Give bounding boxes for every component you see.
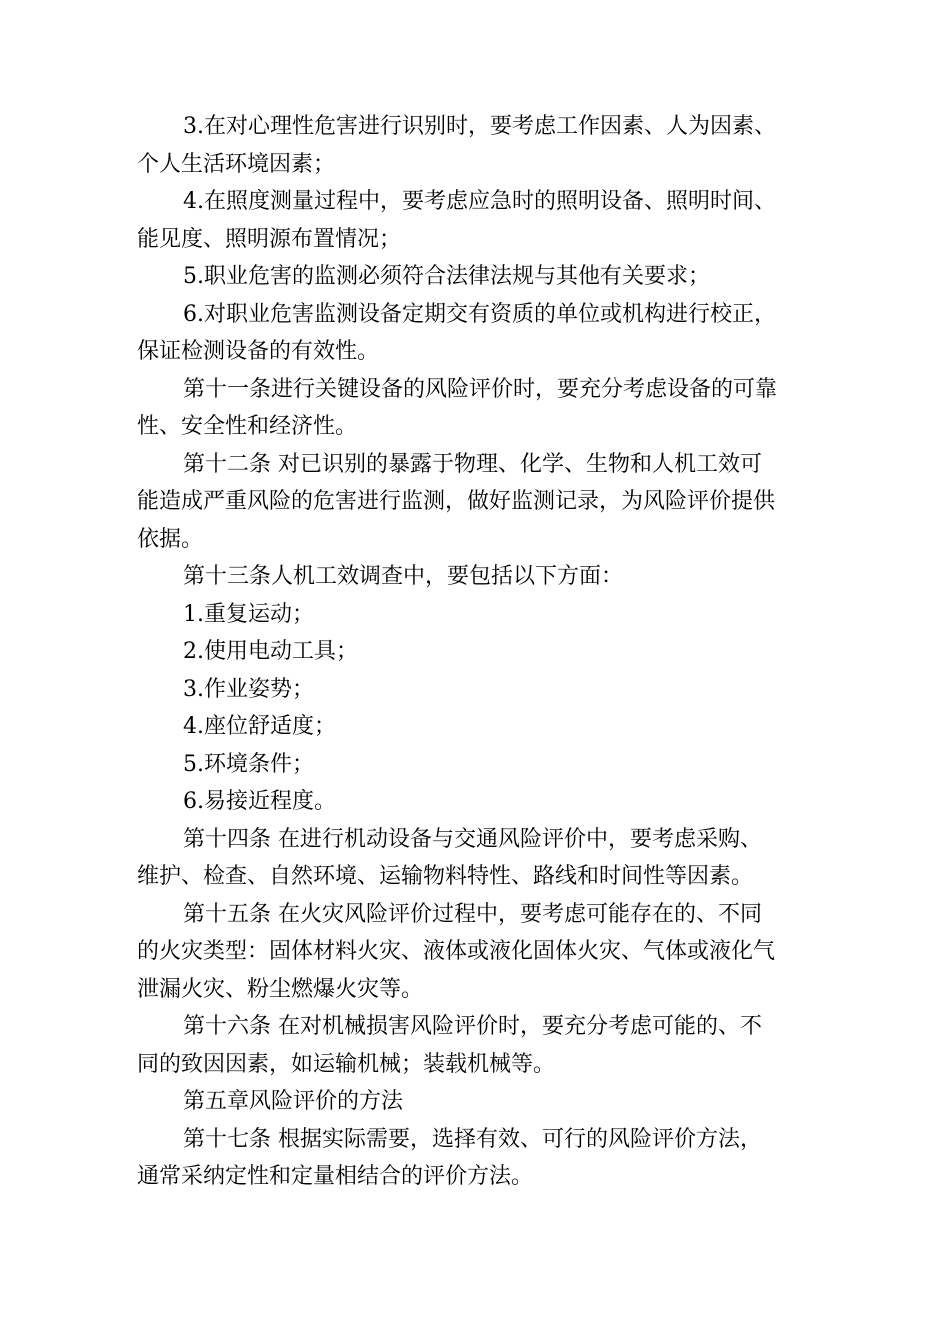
paragraph-line: 3.在对心理性危害进行识别时，要考虑工作因素、人为因素、 [183, 114, 776, 139]
paragraph [137, 671, 827, 709]
paragraph-line: 6.对职业危害监测设备定期交有资质的单位或机构进行校正， [183, 301, 776, 327]
paragraph [137, 708, 827, 746]
paragraph-line: 6.易接近程度。 [183, 789, 336, 814]
paragraph-line: 第十六条 在对机械损害风险评价时，要充分考虑可能的、不 [183, 1014, 762, 1039]
paragraph-line: 1.重复运动； [183, 601, 314, 627]
paragraph-line: 4.座位舒适度； [183, 714, 336, 739]
paragraph-line: 能见度、照明源布置情况； [137, 226, 402, 252]
paragraph-line: 2.使用电动工具； [183, 639, 358, 664]
paragraph-line: 能造成严重风险的危害进行监测，做好监测记录，为风险评价提供 [137, 489, 776, 514]
paragraph-line: 4.在照度测量过程中，要考虑应急时的照明设备、照明时间、 [183, 189, 776, 214]
paragraph [137, 258, 827, 296]
paragraph [137, 296, 827, 371]
paragraph [137, 1121, 827, 1196]
paragraph [137, 633, 827, 671]
paragraph-line: 同的致因因素，如运输机械；装载机械等。 [137, 1051, 556, 1077]
paragraph [137, 783, 827, 821]
paragraph-line: 性、安全性和经济性。 [137, 414, 358, 439]
paragraph-line: 第十五条 在火灾风险评价过程中，要考虑可能存在的、不同 [183, 901, 762, 927]
paragraph-line: 个人生活环境因素； [137, 151, 336, 177]
paragraph-line: 5.职业危害的监测必须符合法律法规与其他有关要求； [183, 264, 710, 289]
paragraph-line: 第十三条人机工效调查中，要包括以下方面： [183, 564, 624, 589]
paragraph-line: 泄漏火灾、粉尘燃爆火灾等。 [137, 976, 424, 1002]
paragraph [137, 746, 827, 784]
paragraph-line: 5.环境条件； [183, 751, 314, 777]
paragraph [137, 1008, 827, 1083]
paragraph [137, 183, 827, 258]
paragraph-line: 第十二条 对已识别的暴露于物理、化学、生物和人机工效可 [183, 451, 762, 477]
paragraph [137, 596, 827, 634]
paragraph [137, 446, 827, 559]
paragraph [137, 821, 827, 896]
paragraph-line: 通常采纳定性和定量相结合的评价方法。 [137, 1164, 534, 1189]
paragraph-line: 第十一条进行关键设备的风险评价时，要充分考虑设备的可靠 [183, 376, 778, 402]
paragraph-line: 第十四条 在进行机动设备与交通风险评价中，要考虑采购、 [183, 826, 762, 852]
document-body [137, 108, 827, 1196]
paragraph-line: 3.作业姿势； [183, 676, 314, 702]
paragraph-line: 的火灾类型：固体材料火灾、液体或液化固体火灾、气体或液化气 [137, 939, 776, 964]
paragraph [137, 371, 827, 446]
paragraph-line: 第十七条 根据实际需要，选择有效、可行的风险评价方法， [183, 1126, 762, 1152]
paragraph [137, 896, 827, 1009]
paragraph [137, 108, 827, 183]
paragraph-line: 第五章风险评价的方法 [183, 1089, 404, 1114]
paragraph-line: 维护、检查、自然环境、运输物料特性、路线和时间性等因素。 [137, 864, 754, 889]
paragraph [137, 1083, 827, 1121]
paragraph-line: 保证检测设备的有效性。 [137, 339, 380, 364]
paragraph [137, 558, 827, 596]
paragraph-line: 依据。 [137, 526, 204, 552]
